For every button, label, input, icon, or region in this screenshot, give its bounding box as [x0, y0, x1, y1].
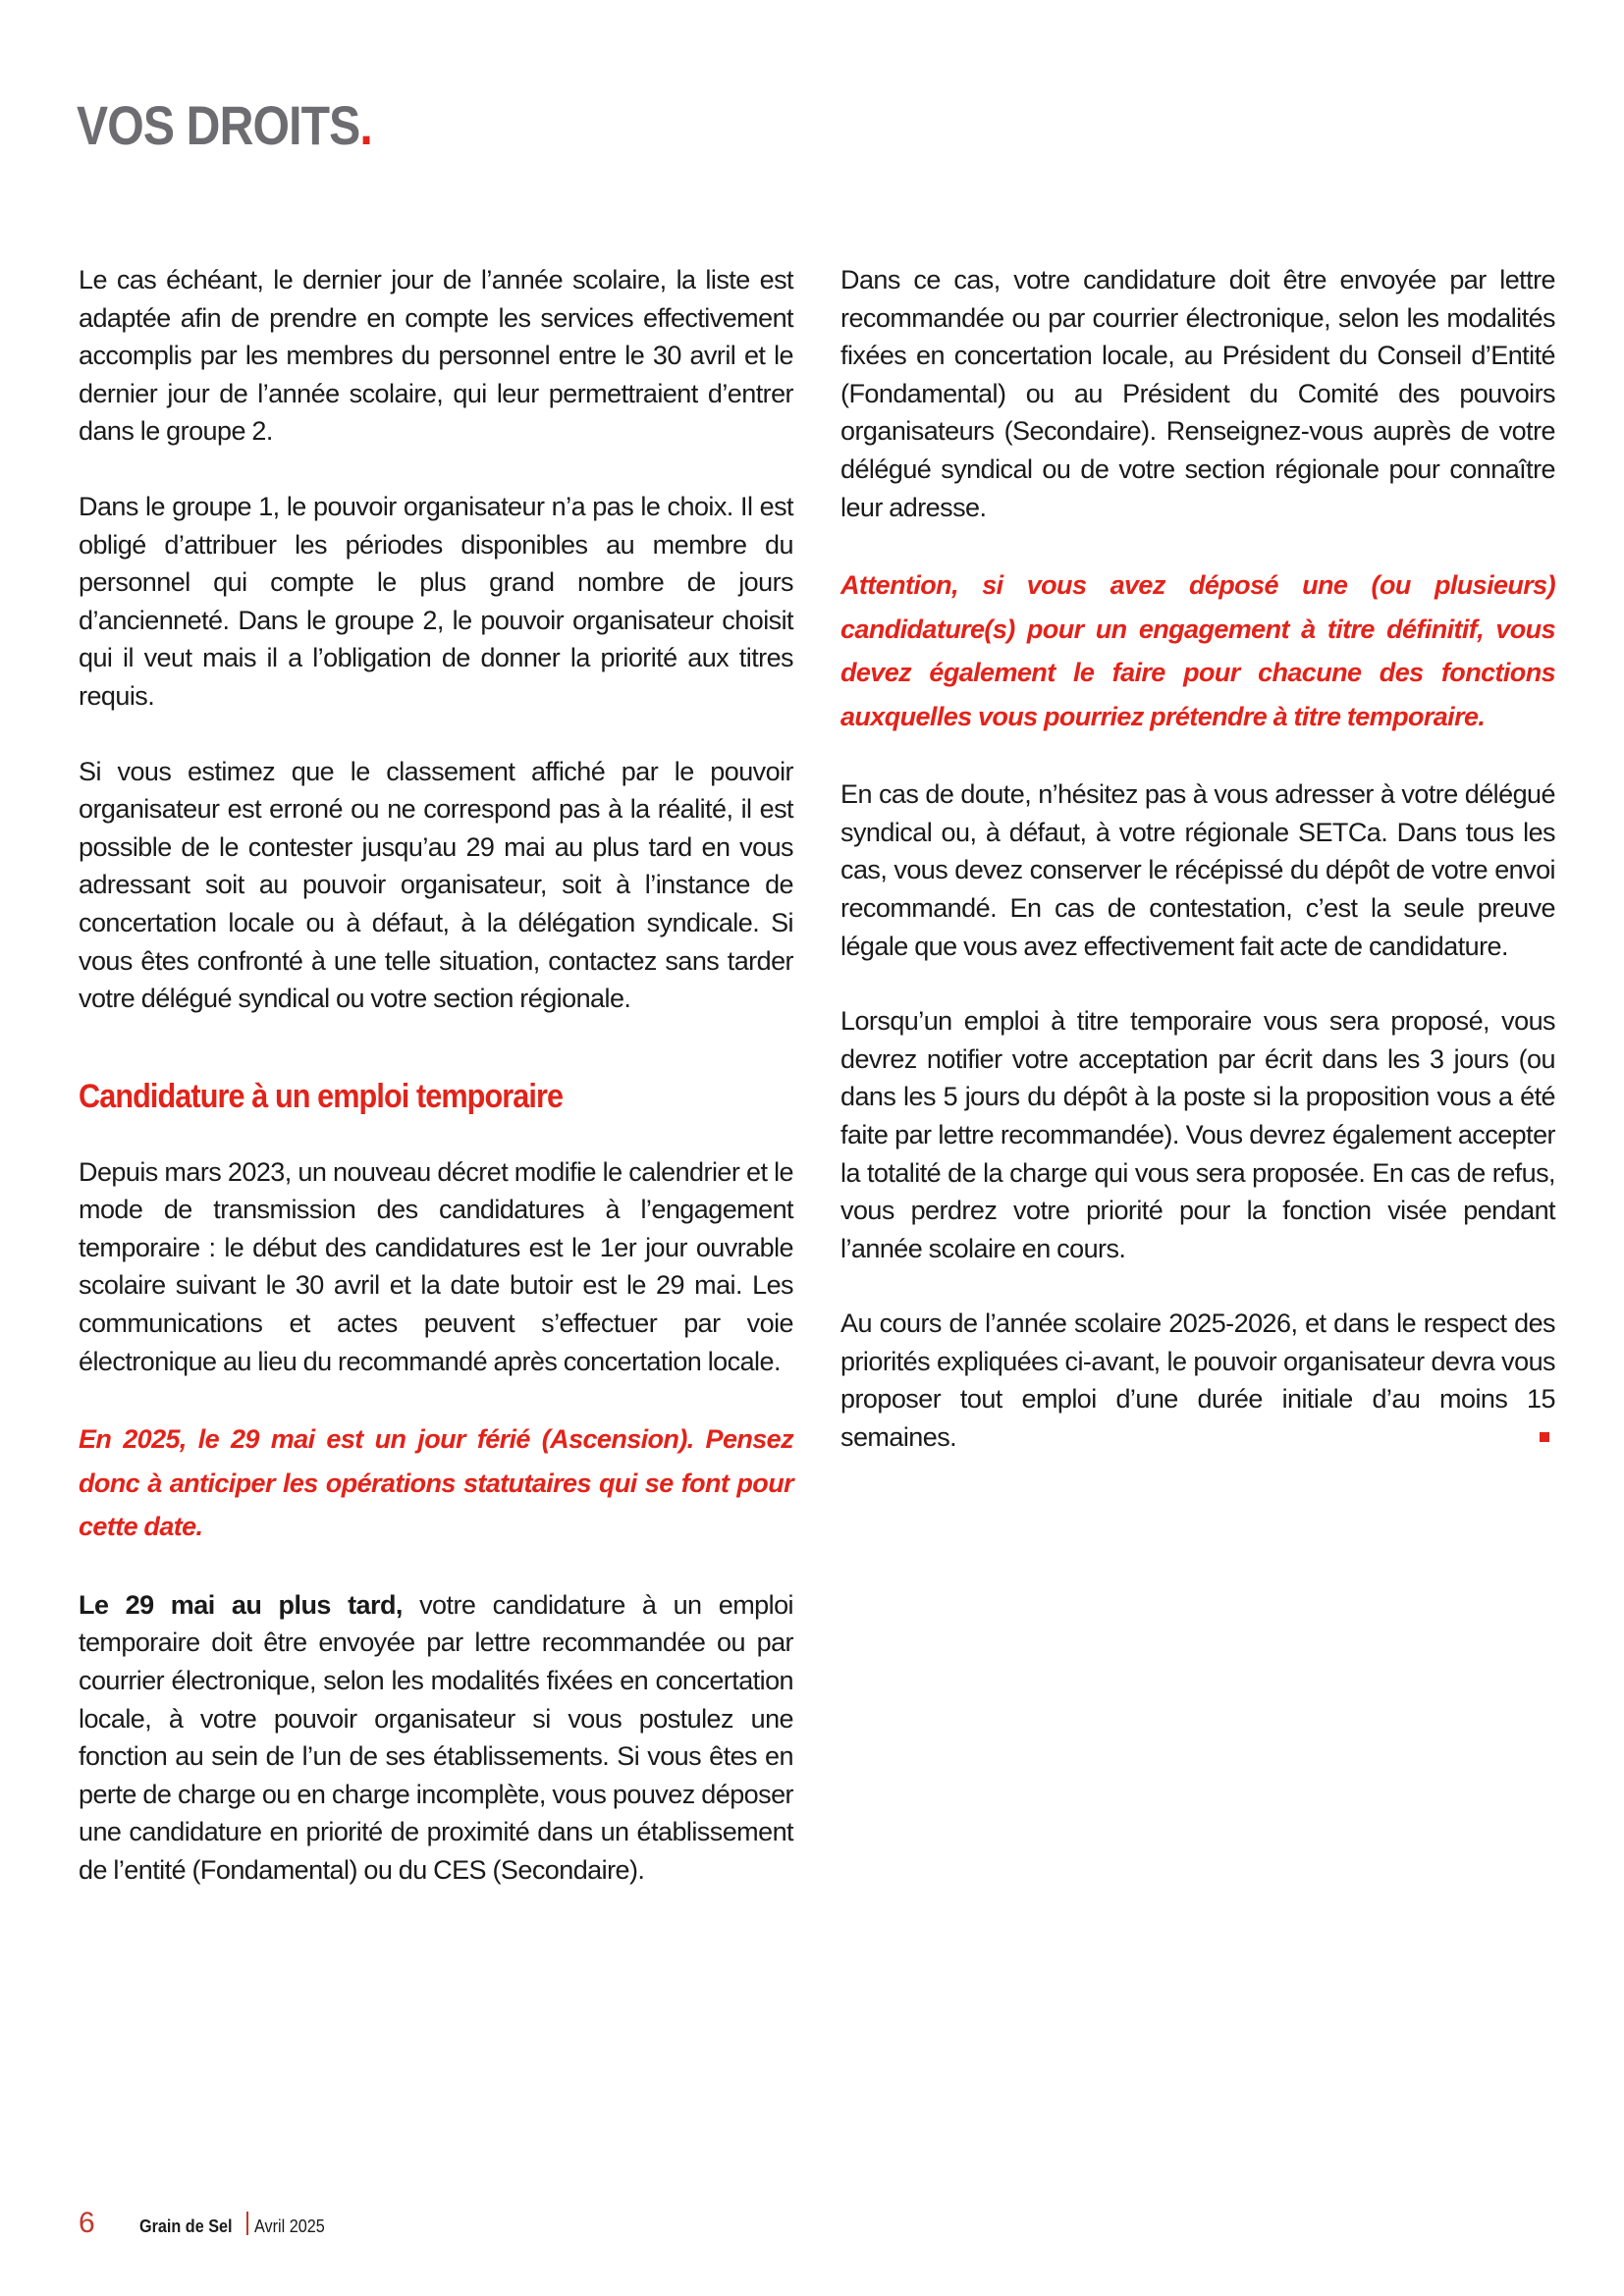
left-column	[79, 261, 793, 1927]
deadline-bold: Le 29 mai au plus tard,	[79, 1589, 403, 1620]
page-footer	[79, 2207, 333, 2240]
warning-holiday: En 2025, le 29 mai est un jour férié (Ascension). Pensez donc à anticiper les opérations statutaires qui se font pour cette date.	[79, 1424, 793, 1542]
paragraph-groups: Dans le groupe 1, le pouvoir organisateur n’a pas le choix. Il est obligé d’attribuer les périodes disponibles au membre du personnel qui compte le plus grand nombre de jours d’ancienneté. Dans le groupe 2, le pouvoir organisateur choisit qui il veut mais il a l’obligation de donner la priorité aux titres requis.	[79, 491, 793, 711]
page-title	[77, 93, 372, 156]
school-year-text: Au cours de l’année scolaire 2025-2026, et dans le respect des priorités expliquées ci-avant, le pouvoir organisateur devra vous proposer tout emploi d’une durée initiale d’au moins 15 semaines.	[840, 1308, 1555, 1453]
deadline-text: votre candidature à un emploi temporaire doit être envoyée par lettre recommandée ou par courrier électronique, selon les modalités fixées en concertation locale, à votre pouvoir organisateur si vous postulez une fonction au sein de l’un de ses établissements. Si vous êtes en perte de charge ou en charge incomplète, vous pouvez déposer une candidature en priorité de proximité dans un établissement de l’entité (Fondamental) ou du CES (Secondaire).	[79, 1589, 793, 1885]
paragraph-acceptance: Lorsqu’un emploi à titre temporaire vous sera proposé, vous devrez notifier votre acceptation par écrit dans les 3 jours (ou dans les 5 jours du dépôt à la poste si la proposition vous a été faite par lettre recommandée). Vous devrez également accepter la totalité de la charge qui vous sera proposée. En cas de refus, vous perdrez votre priorité pour la fonction visée pendant l’année scolaire en cours.	[840, 1006, 1555, 1263]
publication-name: Grain de Sel	[139, 2216, 233, 2236]
issue-date: Avril 2025	[254, 2216, 325, 2236]
warning-definitive: Attention, si vous avez déposé une (ou plusieurs) candidature(s) pour un engagement à titre définitif, vous devez également le faire pour chacune des fonctions auxquelles vous pourriez prétendre à titre temporaire.	[840, 570, 1555, 731]
right-column	[840, 261, 1555, 1494]
end-of-article-icon	[1540, 1432, 1549, 1442]
footer-divider	[246, 2212, 248, 2235]
paragraph-deadline	[79, 1586, 793, 1890]
paragraph-contest-ranking: Si vous estimez que le classement affiché par le pouvoir organisateur est erroné ou ne correspond pas à la réalité, il est possible de le contester jusqu’au 29 mai au plus tard en vous adressant soit au pouvoir organisateur, soit à l’instance de concertation locale ou à défaut, à la délégation syndicale. Si vous êtes confronté à une telle situation, contactez sans tarder votre délégué syndical ou votre section régionale.	[79, 756, 793, 1014]
page-title-text: VOS DROITS	[77, 93, 360, 156]
paragraph-doubt: En cas de doute, n’hésitez pas à vous adresser à votre délégué syndical ou, à défaut, à votre régionale SETCa. Dans tous les cas, vous devez conserver le récépissé du dépôt de votre envoi recommandé. En cas de contestation, c’est la seule preuve légale que vous avez effectivement fait acte de candidature.	[840, 779, 1555, 961]
title-dot: .	[359, 93, 372, 156]
paragraph-send-application: Dans ce cas, votre candidature doit être envoyée par lettre recommandée ou par courrier électronique, selon les modalités fixées en concertation locale, au Président du Conseil d’Entité (Fondamental) ou au Président du Comité des pouvoirs organisateurs (Secondaire). Renseignez-vous auprès de votre délégué syndical ou de votre section régionale pour connaître leur adresse.	[840, 265, 1555, 522]
paragraph-school-year	[840, 1305, 1555, 1456]
section-heading-temporary-job: Candidature à un emploi temporaire	[79, 1077, 564, 1115]
paragraph-decree: Depuis mars 2023, un nouveau décret modifie le calendrier et le mode de transmission des candidatures à l’engagement temporaire : le début des candidatures est le 1er jour ouvrable scolaire suivant le 30 avril et la date butoir est le 29 mai. Les communications et actes peuvent s’effectuer par voie électronique au lieu du recommandé après concertation locale.	[79, 1156, 793, 1376]
paragraph-list-adaptation: Le cas échéant, le dernier jour de l’année scolaire, la liste est adaptée afin de prendre en compte les services effectivement accomplis par les membres du personnel entre le 30 avril et le dernier jour de l’année scolaire, qui leur permettraient d’entrer dans le groupe 2.	[79, 265, 793, 447]
page-number: 6	[79, 2207, 95, 2239]
